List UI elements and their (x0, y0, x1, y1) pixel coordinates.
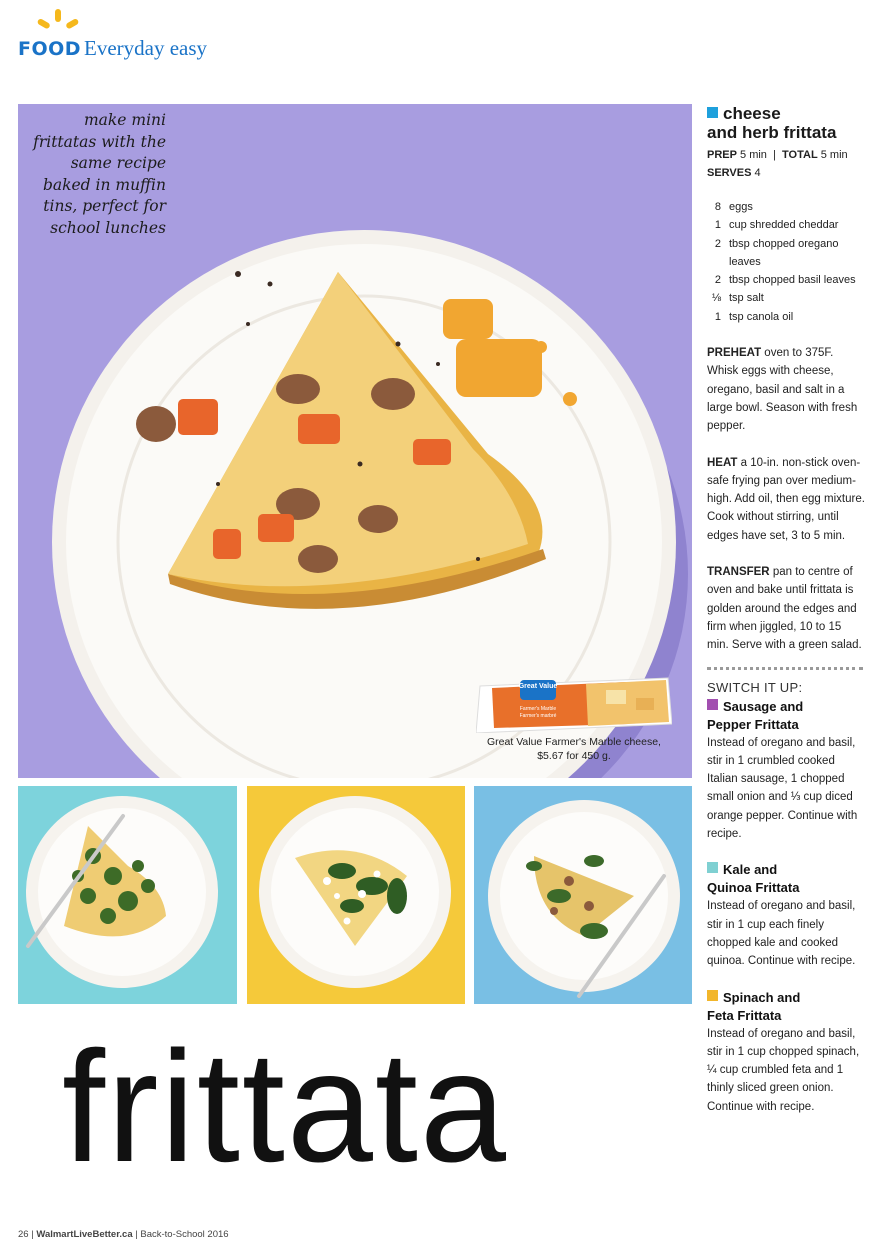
page-header (18, 8, 418, 68)
ingredient-item: 1 cup shredded cheddar (714, 219, 839, 232)
recipe-meta: PREP 5 min | TOTAL 5 min SERVES 4 (707, 149, 848, 179)
step-preheat: PREHEAT oven to 375F. Whisk eggs with cheese, oregano, basil and salt in a large bowl. Season with fresh pepper. (707, 347, 858, 433)
variation-square-icon (707, 699, 718, 710)
variation-square-icon (707, 990, 718, 1001)
dotted-divider (707, 667, 863, 670)
hero-handwritten-note: make mini frittatas with the same recipe baked in muffin tins, perfect for school lunches (33, 111, 166, 237)
step-heat: HEAT a 10-in. non-stick oven-safe frying pan over medium-high. Add oil, then egg mixture. Cook without stirring, until edges have set, 3 to 5 min. (707, 456, 865, 542)
kale-frittata-plate (18, 786, 237, 1004)
variation-kale-quinoa: Kale and Quinoa Frittata Instead of oregano and basil, stir in 1 cup each finely chopped kale and cooked quinoa. Continue with recipe. (707, 862, 856, 968)
variation-sausage-pepper: Sausage and Pepper Frittata Instead of oregano and basil, stir in 1 crumbled cooked Italian sausage, 1 chopped small onion and ⅓ cup diced orange pepper. Continue with recipe. (707, 698, 858, 841)
walmart-spark-icon (36, 8, 80, 38)
page-footer: 26 | WalmartLiveBetter.ca | Back-to-School 2016 (18, 1229, 229, 1240)
switch-it-up-heading: SWITCH IT UP: (707, 679, 803, 695)
thumbnail-spinach-feta (247, 786, 465, 1004)
ingredient-list (707, 198, 865, 326)
page-big-title (62, 1012, 508, 1202)
cheese-product-image (476, 676, 672, 733)
product-label-en: Farmer's Marble (519, 706, 557, 712)
step-transfer: TRANSFER pan to centre of oven and bake until frittata is golden around the edges and firm when jiggled, 10 to 15 min. Serve with a green salad. (707, 566, 862, 652)
big-title-text: frittata (62, 1019, 508, 1195)
recipe-title: cheese and herb frittata (707, 104, 837, 142)
page-number: 26 (18, 1229, 29, 1240)
thumbnail-kale-quinoa (18, 786, 237, 1004)
product-label-fr: Farmer's marbré (519, 713, 557, 719)
product-brand: Great Value (518, 683, 558, 690)
section-label: FOOD (18, 38, 82, 60)
ingredient-item: 8 eggs (714, 201, 753, 213)
ingredient-item: 1 tsp canola oil (714, 310, 794, 323)
recipe-column (707, 104, 865, 1116)
sausage-frittata-plate (474, 786, 692, 1004)
section-subtitle: Everyday easy (84, 36, 208, 60)
ingredient-item: 2 tbsp chopped oregano leaves (714, 237, 839, 268)
thumbnail-sausage-pepper (474, 786, 692, 1004)
footer-issue: Back-to-School 2016 (140, 1229, 229, 1240)
recipe-square-icon (707, 107, 718, 118)
spinach-frittata-plate (247, 786, 465, 1004)
variation-spinach-feta: Spinach and Feta Frittata Instead of oregano and basil, stir in 1 cup chopped spinach, ¼ cup crumbled feta and 1 thinly sliced green onion. Continue with recipe. (707, 989, 860, 1113)
ingredient-item: 2 tbsp chopped basil leaves (714, 274, 856, 287)
product-caption: Great Value Farmer's Marble cheese, $5.67 for 450 g. (487, 736, 661, 762)
footer-site: WalmartLiveBetter.ca (36, 1229, 133, 1240)
ingredient-item: ⅛ tsp salt (711, 292, 764, 305)
variation-square-icon (707, 862, 718, 873)
